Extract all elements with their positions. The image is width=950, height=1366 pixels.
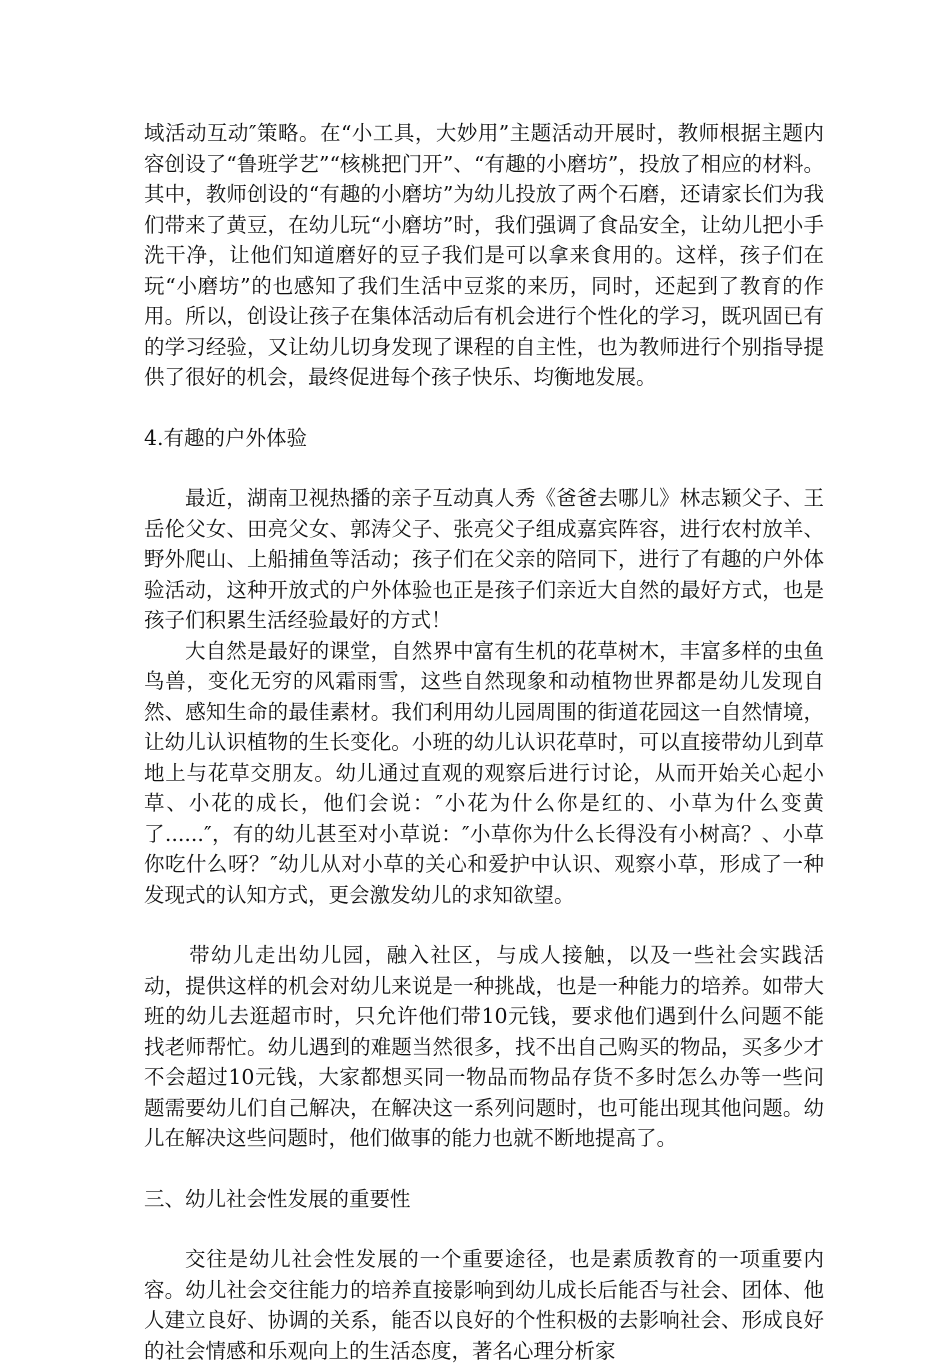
paragraph-outdoor-tv-show: 最近，湖南卫视热播的亲子互动真人秀《爸爸去哪儿》林志颖父子、王岳伦父女、田亮父女、郭涛父子、张亮父子组成嘉宾阵容，进行农村放羊、野外爬山、上船捕鱼等活动；孩子们在父亲的陪同下，进行了有趣的户外体验活动，这种开放式的户外体验也正是孩子们亲近大自然的最好方式，也是孩子们积累生活经验最好的方式！: [144, 486, 824, 632]
document-body: [144, 118, 824, 1366]
section-heading-outdoor: 4.有趣的户外体验: [144, 425, 308, 450]
paragraph-outdoor-nature: 大自然是最好的课堂，自然界中富有生机的花草树木，丰富多样的虫鱼鸟兽，变化无穷的风霜雨雪，这些自然现象和动植物世界都是幼儿发现自然、感知生命的最佳素材。我们利用幼儿园周围的街道花园这一自然情境，让幼儿认识植物的生长变化。小班的幼儿认识花草时，可以直接带幼儿到草地上与花草交朋友。幼儿通过直观的观察后进行讨论，从而开始关心起小草、小花的成长，他们会说：″小花为什么你是红的、小草为什么变黄了......″，有的幼儿甚至对小草说：″小草你为什么长得没有小树高？、小草你吃什么呀？″幼儿从对小草的关心和爱护中认识、观察小草，形成了一种发现式的认知方式，更会激发幼儿的求知欲望。: [144, 638, 824, 907]
paragraph-continuation: 域活动互动″策略。在“小工具，大妙用”主题活动开展时，教师根据主题内容创设了“鲁班学艺”“核桃把门开”、“有趣的小磨坊”，投放了相应的材料。其中，教师创设的“有趣的小磨坊”为幼儿投放了两个石磨，还请家长们为我们带来了黄豆，在幼儿玩“小磨坊”时，我们强调了食品安全，让幼儿把小手洗干净，让他们知道磨好的豆子我们是可以拿来食用的。这样，孩子们在玩“小磨坊”的也感知了我们生活中豆浆的来历，同时，还起到了教育的作用。所以，创设让孩子在集体活动后有机会进行个性化的学习，既巩固已有的学习经验，又让幼儿切身发现了课程的自主性，也为教师进行个别指导提供了很好的机会，最终促进每个孩子快乐、均衡地发展。: [144, 121, 824, 389]
paragraph-spacer: [144, 453, 824, 483]
paragraph-social-development: 交往是幼儿社会性发展的一个重要途径，也是素质教育的一项重要内容。幼儿社会交往能力的培养直接影响到幼儿成长后能否与社会、团体、他人建立良好、协调的关系，能否以良好的个性积极的去影响社会、形成良好的社会情感和乐观向上的生活态度，著名心理分析家: [144, 1247, 824, 1363]
paragraph-spacer: [144, 1154, 824, 1184]
paragraph-spacer: [144, 1214, 824, 1244]
paragraph-outdoor-community: 带幼儿走出幼儿园，融入社区，与成人接触，以及一些社会实践活动，提供这样的机会对幼儿来说是一种挑战，也是一种能力的培养。如带大班的幼儿去逛超市时，只允许他们带10元钱，要求他们遇到什么问题不能找老师帮忙。幼儿遇到的难题当然很多，找不出自己购买的物品，买多少才不会超过10元钱，大家都想买同一物品而物品存货不多时怎么办等一些问题需要幼儿们自己解决，在解决这一系列问题时，也可能出现其他问题。幼儿在解决这些问题时，他们做事的能力也就不断地提高了。: [144, 943, 824, 1150]
section-heading-social: 三、幼儿社会性发展的重要性: [144, 1186, 411, 1211]
paragraph-spacer: [144, 393, 824, 423]
paragraph-spacer: [144, 910, 824, 940]
